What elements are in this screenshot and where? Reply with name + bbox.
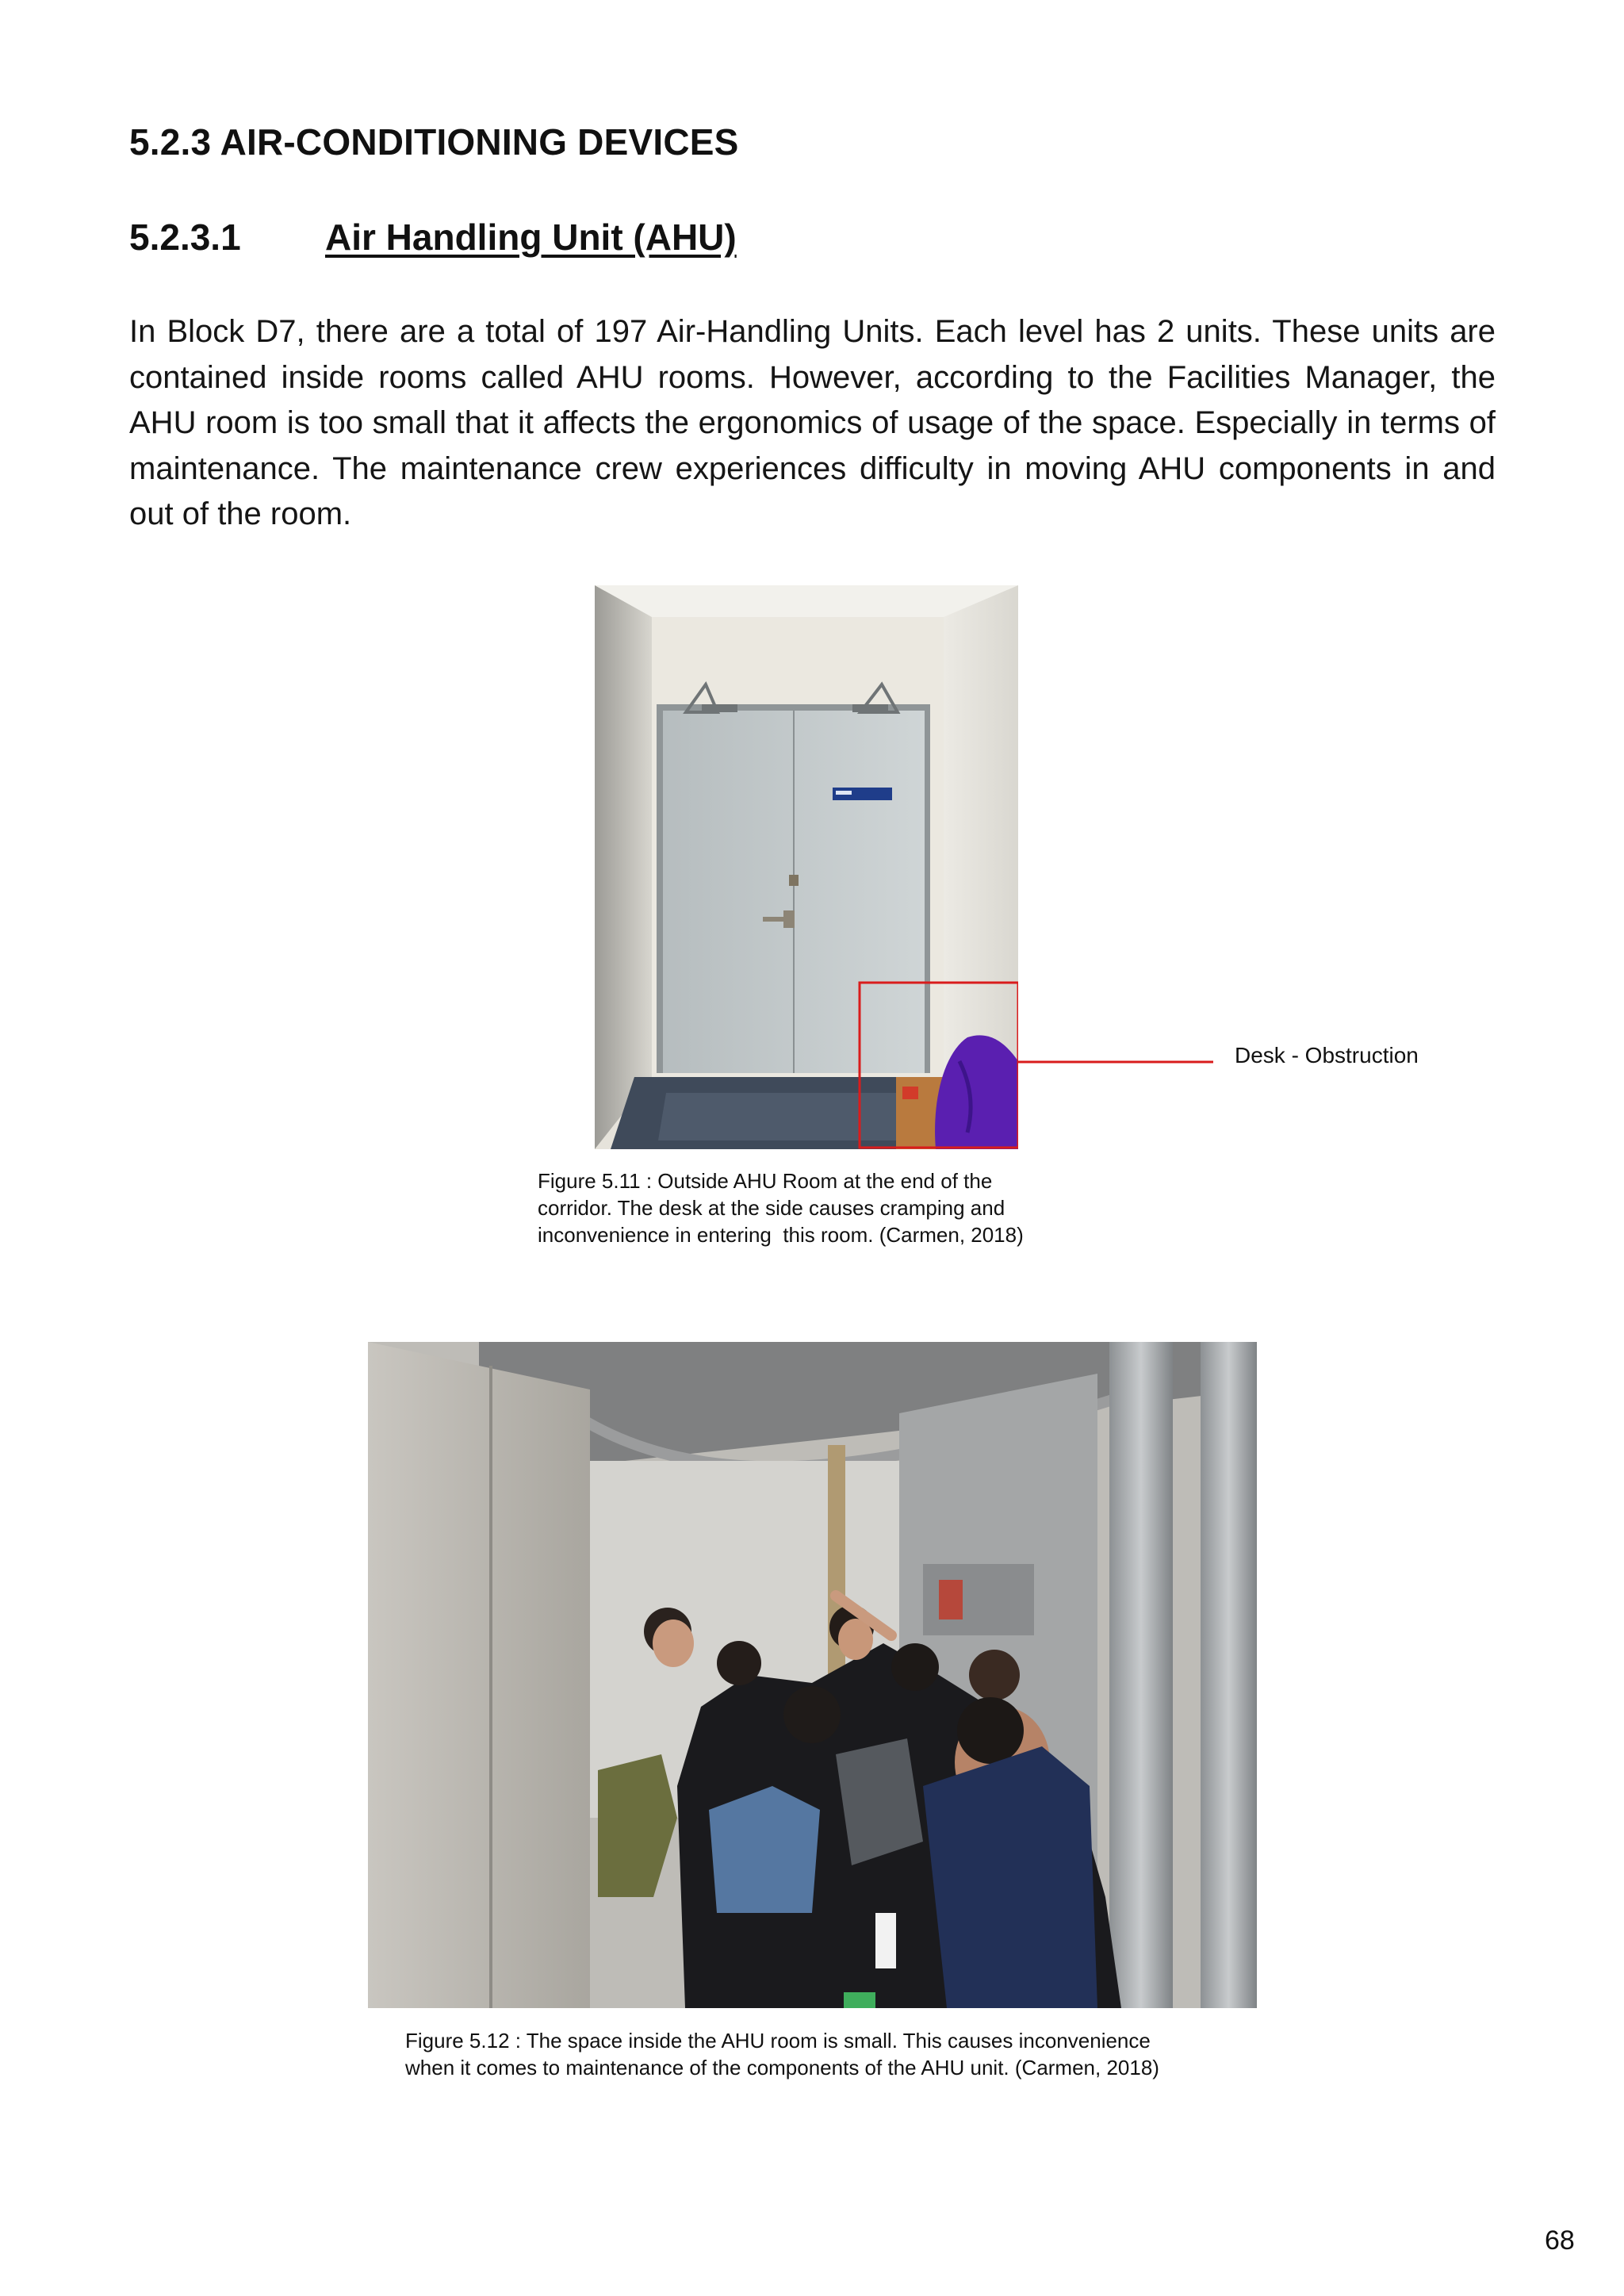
callout-line: [1018, 1059, 1216, 1067]
figure-5-12-photo: [368, 1342, 1257, 2008]
caption-line: Figure 5.12 : The space inside the AHU room is small. This causes inconvenience: [405, 2029, 1151, 2053]
section-heading: 5.2.3 AIR-CONDITIONING DEVICES: [129, 121, 739, 163]
figure-5-11-caption: [538, 1167, 1061, 1248]
page-number: 68: [1545, 2225, 1575, 2256]
subsection-title: Air Handling Unit (AHU): [325, 217, 737, 258]
caption-line: corridor. The desk at the side causes cramping and: [538, 1196, 1005, 1220]
caption-line: when it comes to maintenance of the components of the AHU unit. (Carmen, 2018): [405, 2056, 1159, 2079]
body-paragraph: In Block D7, there are a total of 197 Air-Handling Units. Each level has 2 units. These units are contained inside rooms called AHU rooms. However, according to the Facilities Manager, the AHU room is too small that it affects the ergonomics of usage of the space. Especially in terms of maintenance. The maintenance crew experiences difficulty in moving AHU components in and out of the room.: [129, 314, 1496, 531]
callout-label: Desk - Obstruction: [1235, 1043, 1419, 1068]
figure-5-11-photo: [595, 585, 1018, 1149]
caption-line: Figure 5.11 : Outside AHU Room at the end of the: [538, 1169, 993, 1193]
subsection-number: 5.2.3.1: [129, 217, 241, 258]
caption-line: inconvenience in entering this room. (Carmen, 2018): [538, 1223, 1024, 1247]
figure-5-12-caption: [405, 2027, 1277, 2081]
